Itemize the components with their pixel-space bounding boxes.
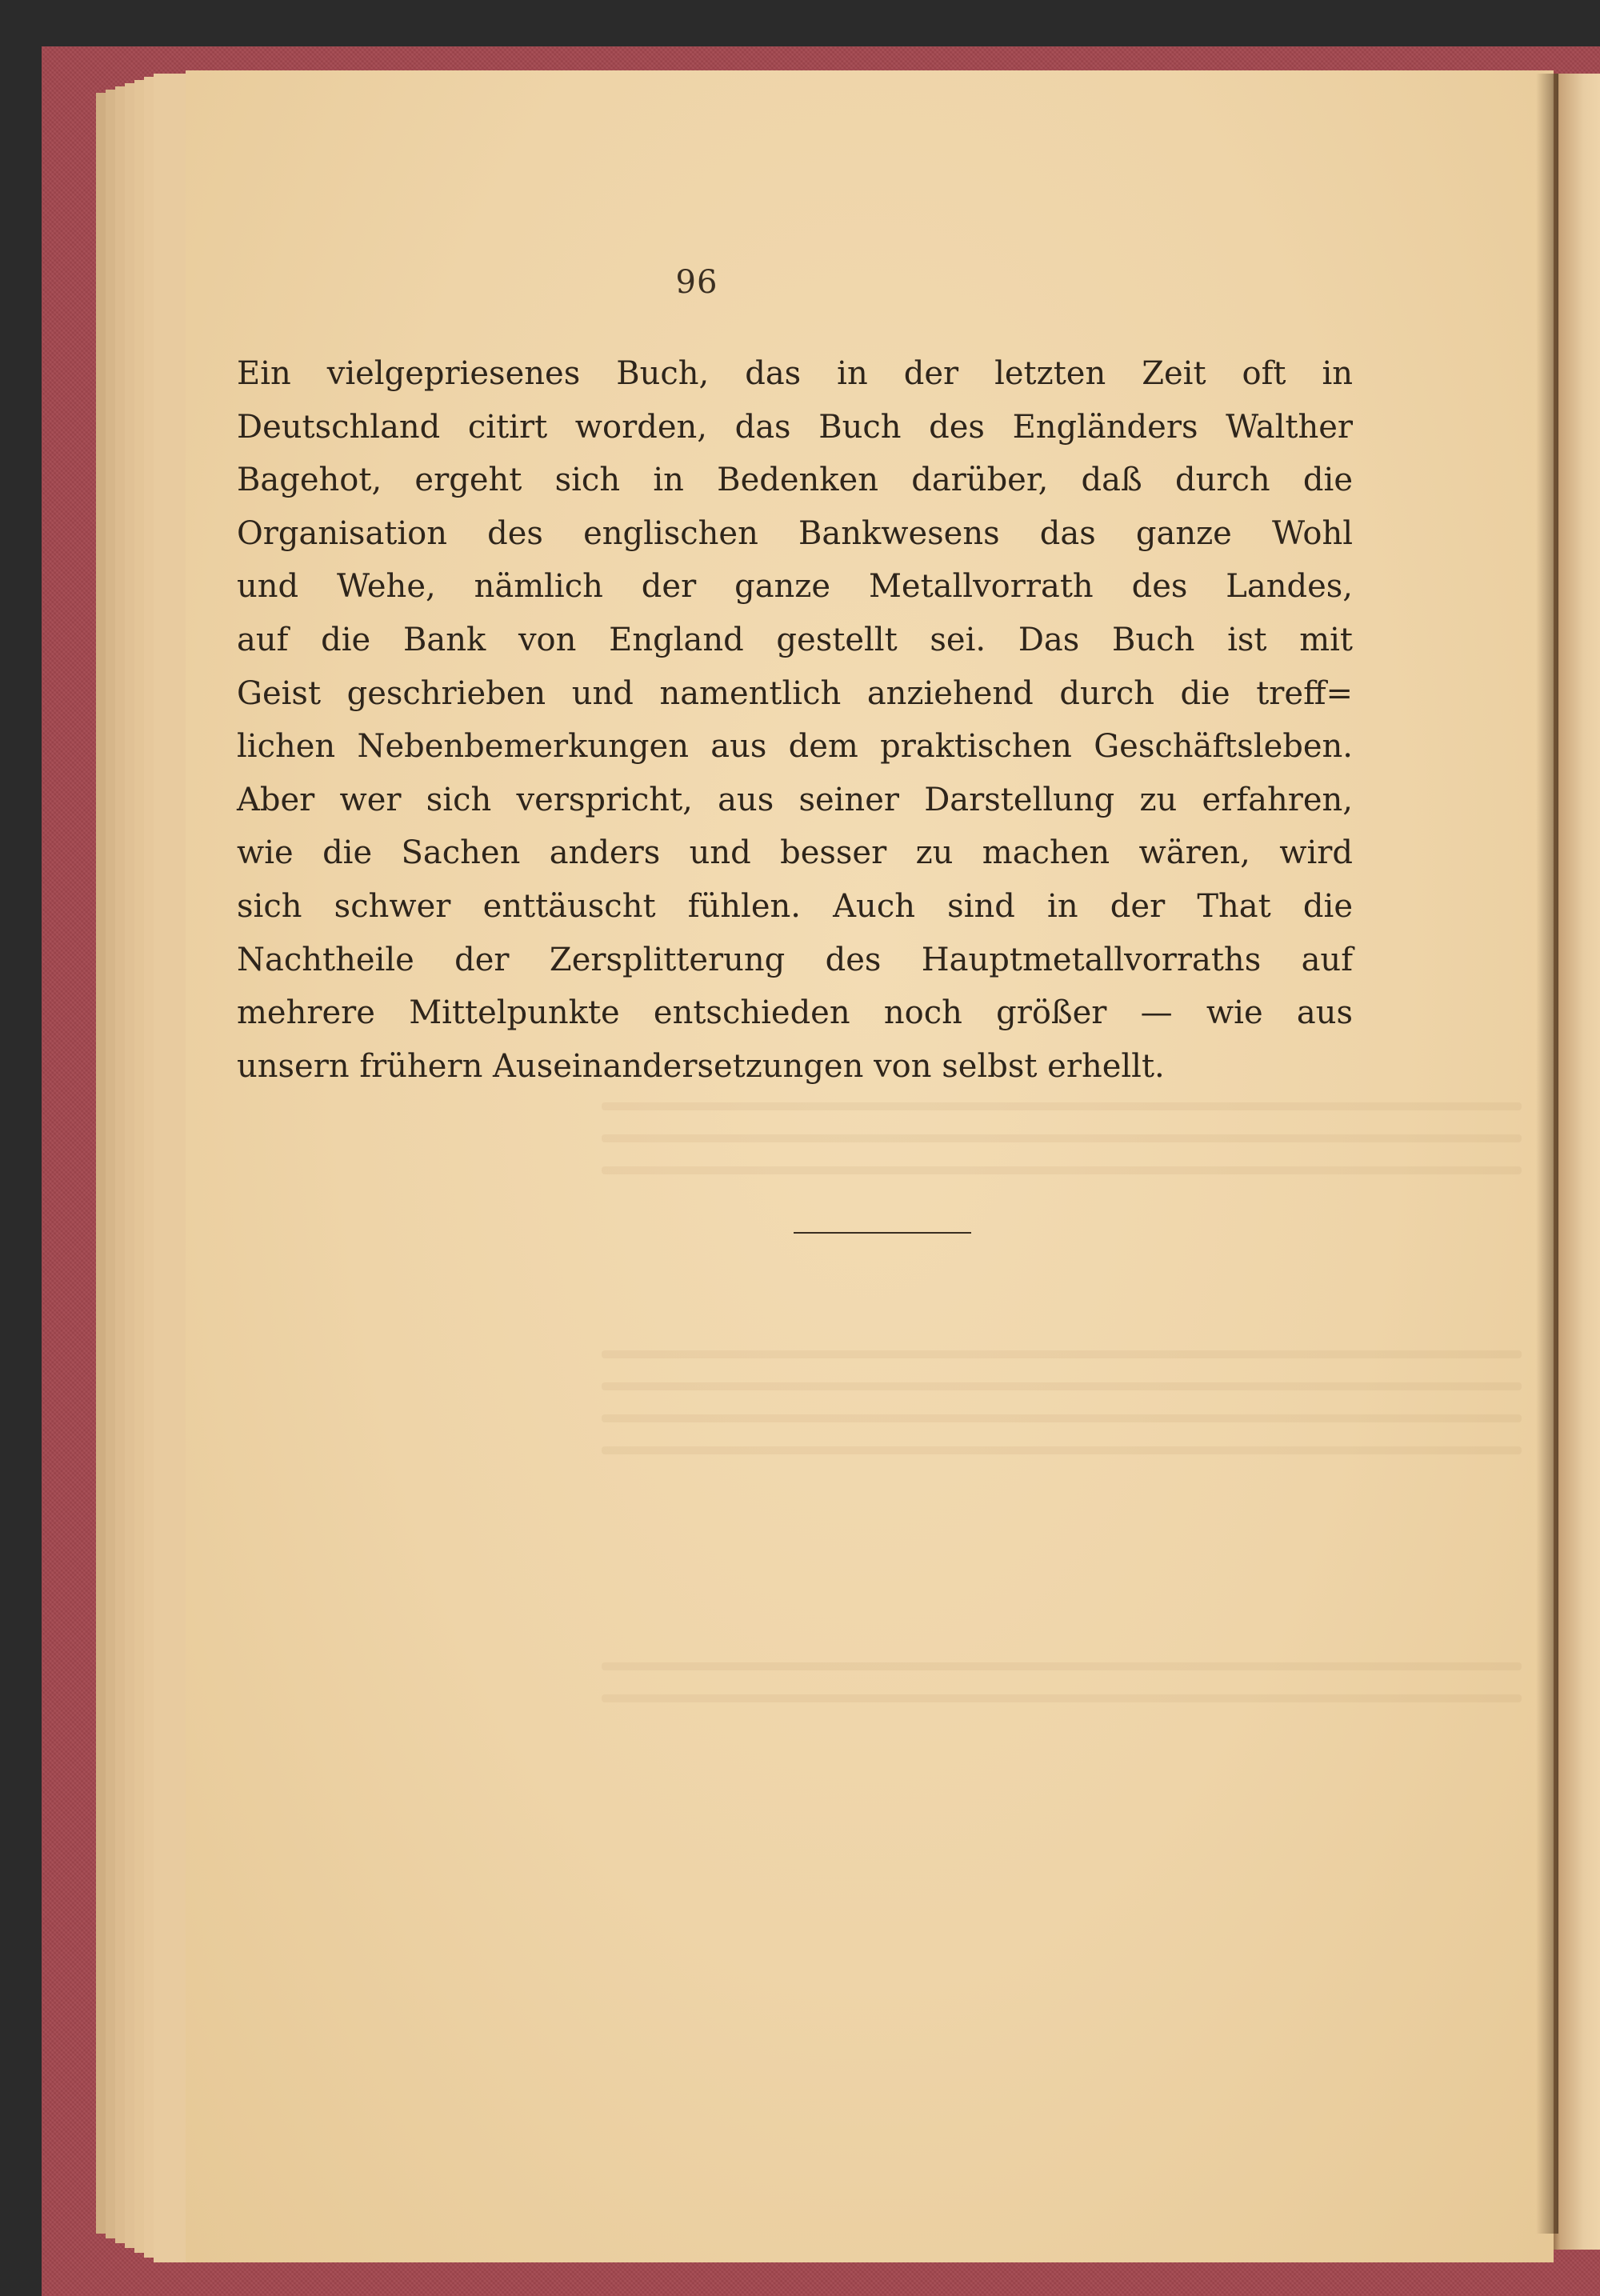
section-divider [794,1232,971,1234]
text-line: sich schwer enttäuscht fühlen. Auch sind in der That die [237,887,1353,925]
page-edge [154,74,186,2262]
text-line: Geist geschrieben und namentlich anziehend durch die treff= [237,674,1353,712]
text-line: Nachtheile der Zersplitterung des Hauptmetallvorraths auf [237,941,1353,978]
bleed-through [602,1446,1522,1454]
bleed-through [602,1102,1522,1110]
bleed-through [602,1350,1522,1358]
bleed-through [602,1382,1522,1390]
text-line: Bagehot, ergeht sich in Bedenken darüber, daß durch die [237,462,1353,499]
bleed-through [602,1134,1522,1142]
facing-page-edge [1552,74,1600,2250]
text-line: und Wehe, nämlich der ganze Metallvorrath des Landes, [237,568,1353,606]
page-body-text [237,347,1353,1093]
text-line: Deutschland citirt worden, das Buch des Engländers Walther [237,408,1353,446]
bleed-through [602,1694,1522,1702]
text-line: auf die Bank von England gestellt sei. Das Buch ist mit [237,621,1353,658]
text-line: Organisation des englischen Bankwesens das ganze Wohl [237,514,1353,552]
text-line: unsern frühern Auseinandersetzungen von selbst erhellt. [237,1047,1165,1085]
page-number: 96 [675,264,718,301]
text-line: Ein vielgepriesenes Buch, das in der letzten Zeit oft in [237,355,1353,392]
bleed-through [602,1414,1522,1422]
text-line: wie die Sachen anders und besser zu machen wären, wird [237,834,1353,872]
text-line: Aber wer sich verspricht, aus seiner Darstellung zu erfahren, [237,781,1353,818]
text-line: lichen Nebenbemerkungen aus dem praktischen Geschäftsleben. [237,728,1353,766]
text-line: mehrere Mittelpunkte entschieden noch größer — wie aus [237,994,1353,1032]
bleed-through [602,1662,1522,1670]
bleed-through [602,1166,1522,1174]
book-gutter [1536,74,1558,2234]
